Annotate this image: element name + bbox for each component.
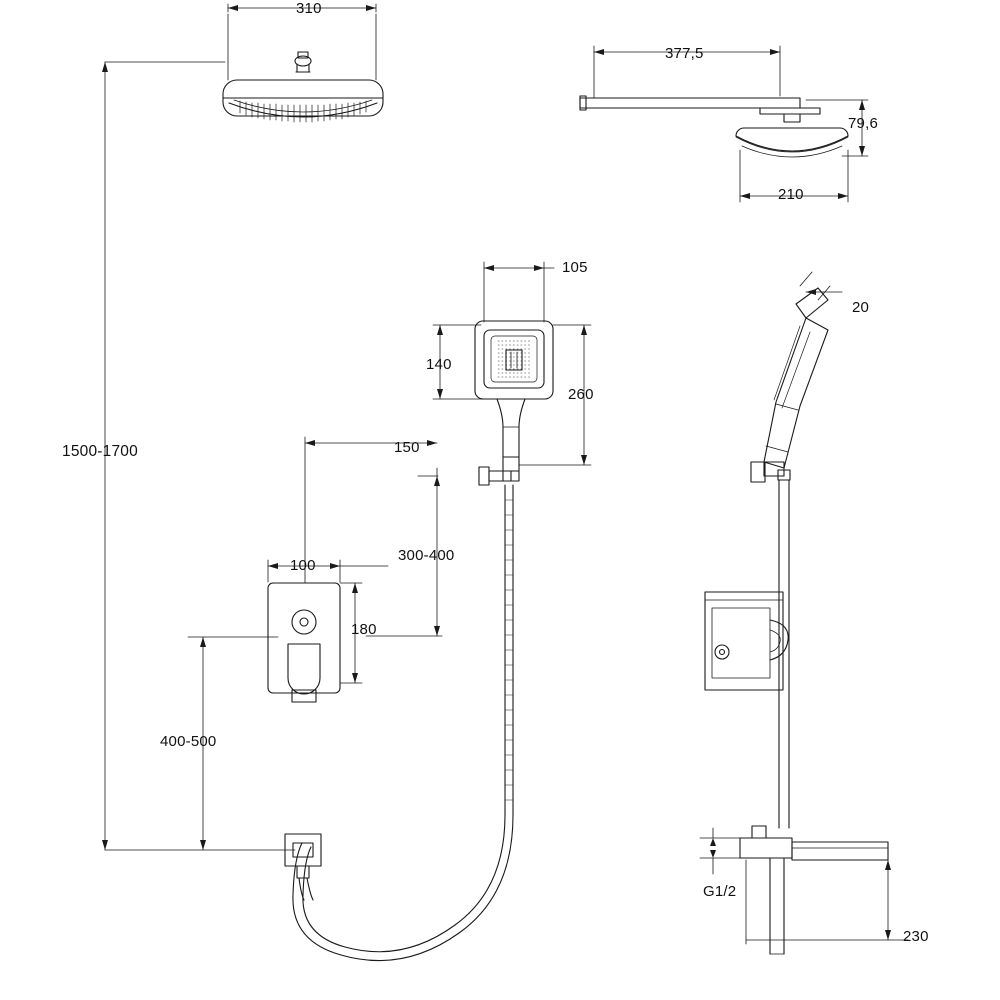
dim-310-label: 310 — [296, 0, 322, 17]
dim-105-lines — [484, 262, 554, 322]
dim-20-label: 20 — [852, 299, 870, 316]
dim-g12-lines — [700, 828, 748, 874]
dim-79-6-label: 79,6 — [848, 115, 878, 132]
concealed-mixer-front — [268, 583, 340, 702]
concealed-mixer-side — [705, 592, 788, 690]
dim-100-lines — [268, 560, 388, 582]
overhead-shower-head-front — [223, 52, 383, 122]
dim-377-5-label: 377,5 — [665, 45, 704, 62]
dim-105-label: 105 — [562, 259, 588, 276]
dim-140-label: 140 — [426, 356, 452, 373]
dim-260-label: 260 — [568, 386, 594, 403]
shower-arm-side — [580, 96, 820, 122]
dim-400-500-label: 400-500 — [160, 733, 217, 750]
dim-300-400-label: 300-400 — [398, 547, 455, 564]
dim-210-label: 210 — [778, 186, 804, 203]
dim-g12-label: G1/2 — [703, 883, 737, 900]
dim-1500-1700-label: 1500-1700 — [62, 443, 138, 460]
hand-shower-holder-front — [479, 467, 519, 485]
bath-spout-side — [740, 826, 888, 954]
hand-shower-front — [475, 321, 553, 471]
overhead-shower-head-side — [736, 128, 848, 157]
dim-180-label: 180 — [351, 621, 377, 638]
dim-230-label: 230 — [903, 928, 929, 945]
dim-100-label: 100 — [290, 557, 316, 574]
slide-bar-side — [751, 462, 790, 828]
dim-20-lines — [800, 272, 842, 300]
dim-150-label: 150 — [394, 439, 420, 456]
hand-shower-side — [764, 288, 828, 476]
